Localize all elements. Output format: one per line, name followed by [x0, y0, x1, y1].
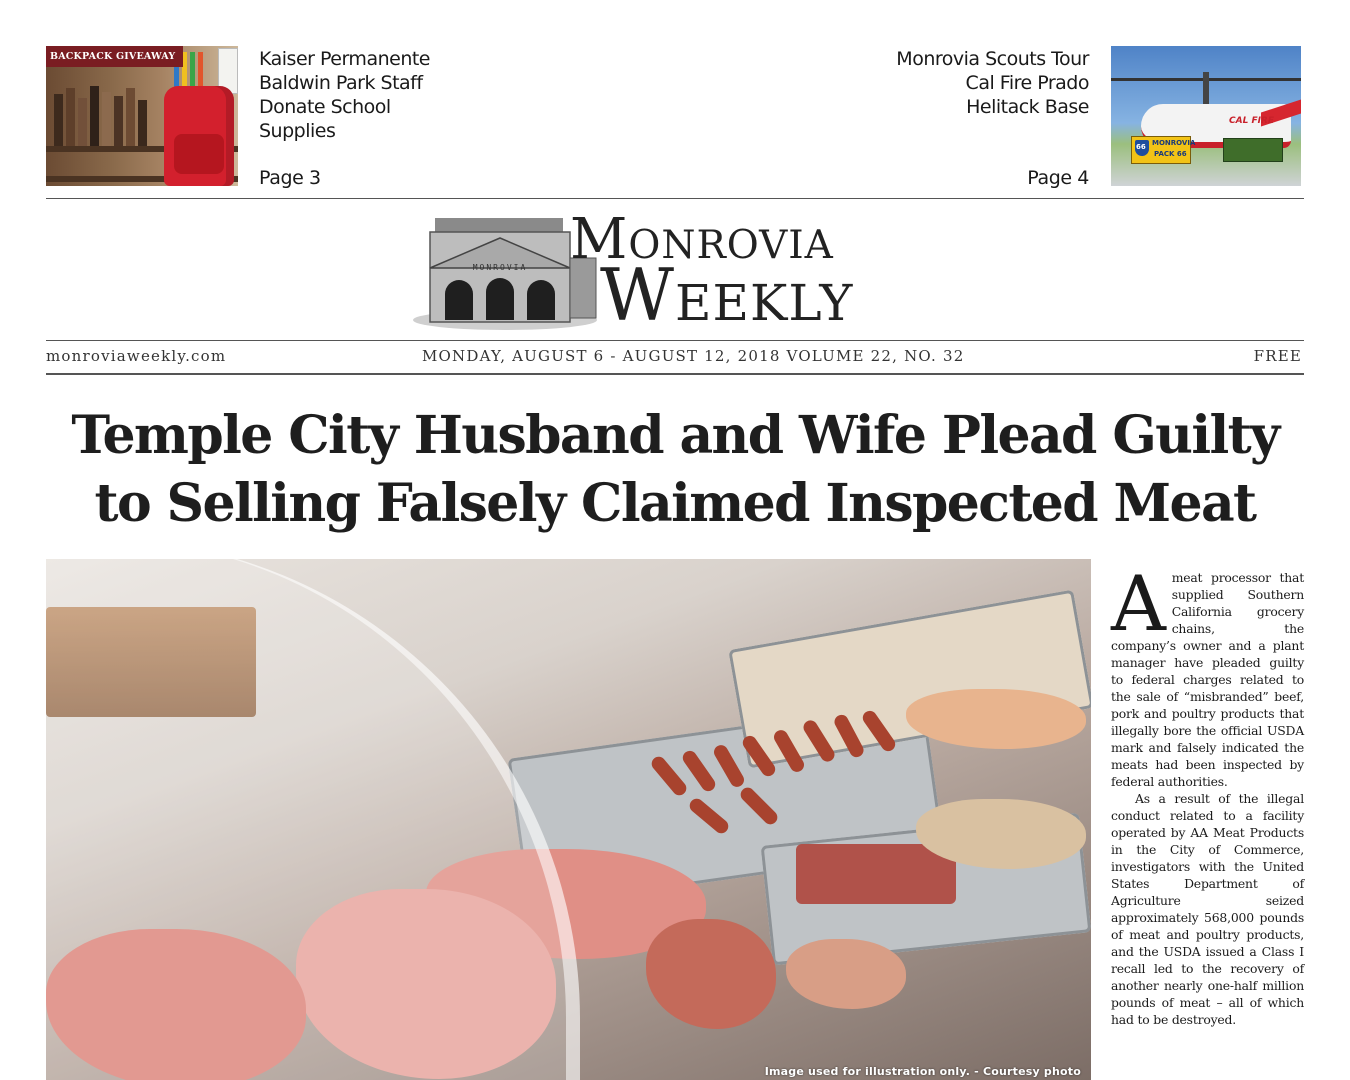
poultry-pieces	[906, 689, 1086, 749]
issue-date: MONDAY, AUGUST 6 - AUGUST 12, 2018 VOLUME 22, NO. 32	[422, 347, 965, 365]
teaser-right-headline[interactable]	[896, 47, 1089, 119]
teaser-left-page[interactable]: Page 3	[259, 167, 321, 189]
building-arch	[486, 278, 514, 320]
teaser-right-line: Monrovia Scouts Tour	[896, 48, 1089, 70]
book	[66, 88, 75, 146]
article-body[interactable]	[1111, 559, 1304, 1028]
main-headline[interactable]	[46, 402, 1304, 538]
teaser-right-line: Helitack Base	[966, 96, 1089, 118]
banner-text: PACK 66	[1154, 150, 1187, 158]
book	[54, 94, 63, 146]
meat-counter-photo[interactable]	[46, 559, 1091, 1080]
headline-line2: to Selling Falsely Claimed Inspected Meat	[94, 473, 1256, 534]
price-label: FREE	[1253, 347, 1302, 365]
shield-number: 66	[1136, 143, 1146, 151]
teaser-left-line: Donate School	[259, 96, 391, 118]
cal-fire-text: CAL FIRE	[1229, 116, 1275, 126]
book	[102, 92, 111, 146]
teaser-right-page[interactable]: Page 4	[1027, 167, 1089, 189]
backpack-pocket	[174, 134, 224, 174]
green-banner	[1223, 138, 1283, 162]
raw-meat-cut	[786, 939, 906, 1009]
book	[138, 100, 147, 146]
drop-cap: A	[1111, 559, 1166, 648]
banner-text: MONROVIA	[1152, 139, 1196, 147]
book	[114, 96, 123, 146]
backpack-giveaway-image[interactable]	[46, 46, 238, 186]
masthead-title-line2[interactable]: Weekly	[600, 253, 854, 337]
article-paragraph: meat processor that supplied Southern California grocery chains, the company’s owner and a plant manager have pleaded guilty to federal charges related to the sale of “misbranded” beef, pork and poultry products that illegally bore the official USDA mark and falsely indicated the meats had been inspected by federal authorities.	[1111, 570, 1304, 789]
building-arch	[445, 280, 473, 320]
website-link[interactable]: monroviaweekly.com	[46, 347, 227, 365]
teaser-left-line: Kaiser Permanente	[259, 48, 430, 70]
top-divider	[46, 198, 1304, 199]
photo-caption: Image used for illustration only. - Courtesy photo	[764, 1065, 1081, 1078]
dateline-top-rule	[46, 340, 1304, 341]
dateline-bottom-rule	[46, 373, 1304, 375]
display-case-glass	[46, 559, 580, 1080]
ground-meat	[796, 844, 956, 904]
backpack-giveaway-label: BACKPACK GIVEAWAY	[46, 46, 183, 67]
building-arch	[527, 280, 555, 320]
masthead-title-line1[interactable]: Monrovia	[570, 207, 834, 272]
headline-line1: Temple City Husband and Wife Plead Guilty	[71, 405, 1279, 466]
route-66-shield-icon	[1135, 140, 1149, 156]
book	[78, 98, 87, 146]
teaser-left-headline[interactable]	[259, 47, 430, 143]
cal-fire-helicopter-image[interactable]	[1111, 46, 1301, 186]
book	[126, 88, 135, 146]
teaser-right-line: Cal Fire Prado	[965, 72, 1089, 94]
building-sign: MONROVIA	[472, 263, 528, 272]
red-backpack	[164, 86, 234, 186]
book	[90, 86, 99, 146]
teaser-left-line: Supplies	[259, 120, 336, 142]
article-paragraph: As a result of the illegal conduct related to a facility operated by AA Meat Products in the City of Commerce, investigators with the United States Department of Agriculture seized approximately 568,000 pounds of meat and poultry products, and the USDA issued a Class I recall led to the recovery of another nearly one-half million pounds of meat – all of which had to be destroyed.	[1111, 791, 1304, 1027]
rotor-mast	[1203, 72, 1209, 106]
teaser-left-line: Baldwin Park Staff	[259, 72, 423, 94]
ham-hock	[646, 919, 776, 1029]
